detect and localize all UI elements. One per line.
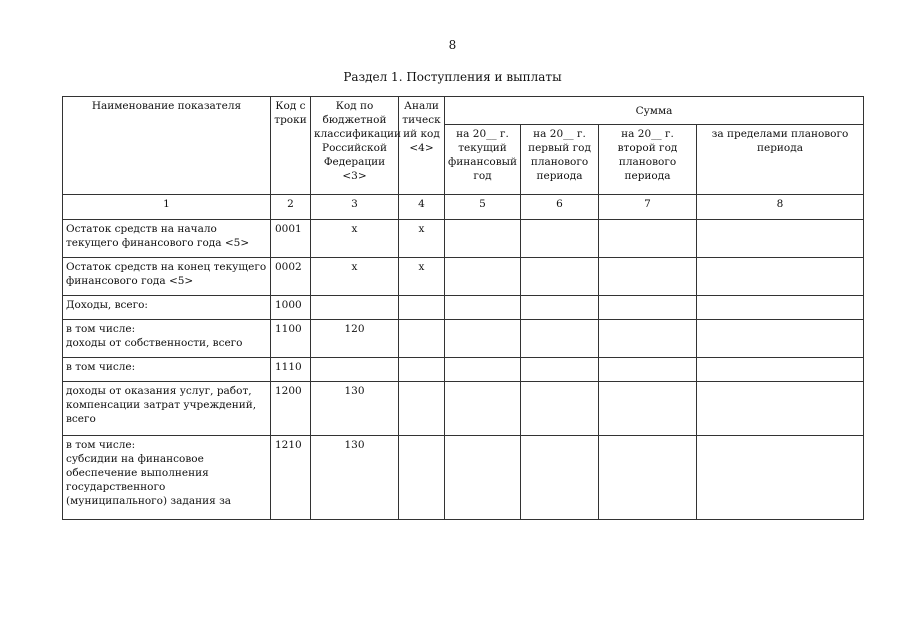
- row-budget-code: x: [311, 220, 399, 258]
- header-first-plan-year: на 20__ г. первый год планового периода: [521, 125, 599, 195]
- column-number: 2: [271, 195, 311, 220]
- column-number: 8: [697, 195, 864, 220]
- row-budget-code: 120: [311, 320, 399, 358]
- row-sum-cell: [445, 358, 521, 382]
- row-sum-cell: [697, 220, 864, 258]
- column-number: 1: [63, 195, 271, 220]
- row-code: 1210: [271, 436, 311, 520]
- row-code: 1100: [271, 320, 311, 358]
- table-row: [63, 258, 864, 296]
- row-sum-cell: [599, 220, 697, 258]
- row-budget-code: 130: [311, 382, 399, 436]
- row-sum-cell: [521, 382, 599, 436]
- row-sum-cell: [599, 258, 697, 296]
- column-number-row: [63, 195, 864, 220]
- row-code: 0002: [271, 258, 311, 296]
- row-budget-code: [311, 296, 399, 320]
- row-sum-cell: [521, 258, 599, 296]
- header-current-year: на 20__ г. текущий финансовый год: [445, 125, 521, 195]
- receipts-payments-table: [62, 96, 864, 520]
- table-row: [63, 296, 864, 320]
- row-sum-cell: [521, 436, 599, 520]
- row-sum-cell: [599, 436, 697, 520]
- row-sum-cell: [599, 358, 697, 382]
- row-sum-cell: [521, 320, 599, 358]
- row-analytic-code: [399, 436, 445, 520]
- table-row: [63, 436, 864, 520]
- row-analytic-code: x: [399, 220, 445, 258]
- column-number: 6: [521, 195, 599, 220]
- row-sum-cell: [697, 320, 864, 358]
- row-indicator-name: в том числе: субсидии на финансовое обеспечение выполнения государственного (муниципального) задания за: [63, 436, 271, 520]
- column-number: 3: [311, 195, 399, 220]
- row-indicator-name: Остаток средств на начало текущего финансового года <5>: [63, 220, 271, 258]
- header-row-code: Код строки: [271, 97, 311, 195]
- header-sum: Сумма: [445, 97, 864, 125]
- row-sum-cell: [521, 220, 599, 258]
- row-analytic-code: [399, 320, 445, 358]
- row-analytic-code: [399, 296, 445, 320]
- row-budget-code: 130: [311, 436, 399, 520]
- header-second-plan-year: на 20__ г. второй год планового периода: [599, 125, 697, 195]
- row-sum-cell: [445, 320, 521, 358]
- row-sum-cell: [445, 296, 521, 320]
- header-analytic-code: Аналитический код <4>: [399, 97, 445, 195]
- row-analytic-code: [399, 382, 445, 436]
- row-indicator-name: Остаток средств на конец текущего финансового года <5>: [63, 258, 271, 296]
- row-code: 1110: [271, 358, 311, 382]
- row-sum-cell: [697, 382, 864, 436]
- row-sum-cell: [697, 258, 864, 296]
- row-code: 1000: [271, 296, 311, 320]
- row-sum-cell: [521, 296, 599, 320]
- row-sum-cell: [445, 258, 521, 296]
- header-budget-code: Код по бюджетной классификации Российской Федерации <3>: [311, 97, 399, 195]
- column-number: 5: [445, 195, 521, 220]
- table-row: [63, 382, 864, 436]
- row-sum-cell: [445, 436, 521, 520]
- row-sum-cell: [445, 220, 521, 258]
- row-sum-cell: [521, 358, 599, 382]
- row-indicator-name: в том числе: доходы от собственности, всего: [63, 320, 271, 358]
- row-code: 1200: [271, 382, 311, 436]
- row-sum-cell: [445, 382, 521, 436]
- table-row: [63, 358, 864, 382]
- row-sum-cell: [599, 296, 697, 320]
- row-sum-cell: [697, 358, 864, 382]
- row-analytic-code: x: [399, 258, 445, 296]
- row-indicator-name: Доходы, всего:: [63, 296, 271, 320]
- section-title: Раздел 1. Поступления и выплаты: [343, 70, 562, 84]
- page-number: 8: [448, 38, 457, 52]
- row-sum-cell: [599, 382, 697, 436]
- row-analytic-code: [399, 358, 445, 382]
- row-budget-code: x: [311, 258, 399, 296]
- row-code: 0001: [271, 220, 311, 258]
- row-budget-code: [311, 358, 399, 382]
- column-number: 4: [399, 195, 445, 220]
- header-beyond-plan: за пределами планового периода: [697, 125, 864, 195]
- row-indicator-name: в том числе:: [63, 358, 271, 382]
- row-indicator-name: доходы от оказания услуг, работ, компенсации затрат учреждений, всего: [63, 382, 271, 436]
- row-sum-cell: [697, 296, 864, 320]
- header-indicator-name: Наименование показателя: [63, 97, 271, 195]
- table-row: [63, 320, 864, 358]
- table-row: [63, 220, 864, 258]
- row-sum-cell: [599, 320, 697, 358]
- column-number: 7: [599, 195, 697, 220]
- row-sum-cell: [697, 436, 864, 520]
